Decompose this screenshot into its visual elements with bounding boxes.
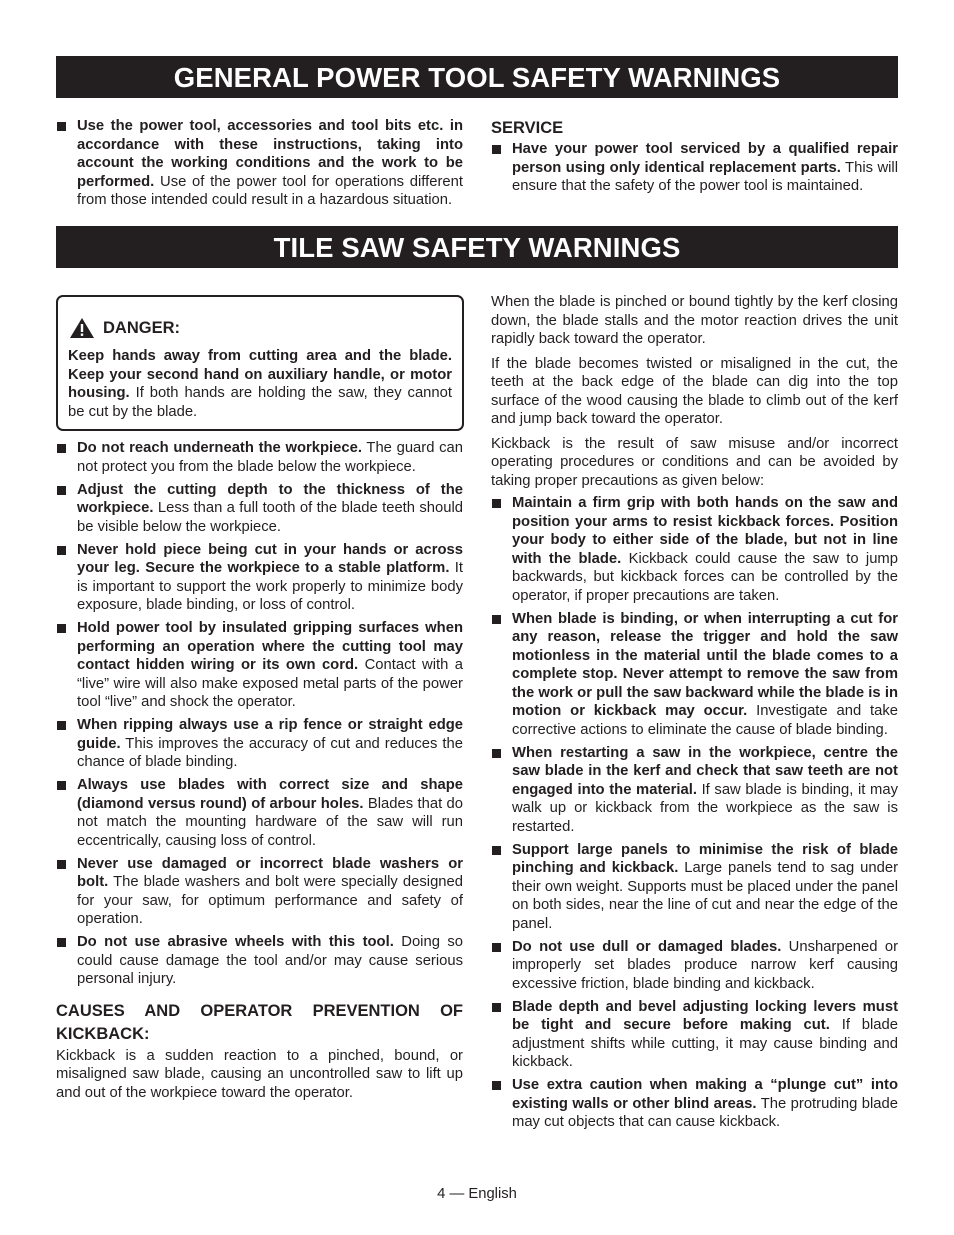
warning-bold: Never hold piece being cut in your hands or across your leg. Secure the workpiece to a stable platform. bbox=[77, 541, 463, 576]
list-item bbox=[491, 610, 898, 740]
right-warning-list bbox=[491, 494, 898, 1132]
general-right-column bbox=[491, 117, 898, 196]
warning-text: Kickback could cause the saw to jump backwards, but kickback forces can be controlled by the operator, if proper precautions are taken. bbox=[512, 550, 898, 604]
kickback-heading: CAUSES AND OPERATOR PREVENTION OF KICKBACK: bbox=[56, 1001, 463, 1043]
section-banner-general: GENERAL POWER TOOL SAFETY WARNINGS bbox=[56, 56, 898, 98]
danger-text bbox=[68, 347, 452, 421]
warning-text: The protruding blade may cut objects that can cause kickback. bbox=[512, 1095, 898, 1130]
warning-bold: Adjust the cutting depth to the thickness of the workpiece. bbox=[77, 481, 463, 516]
list-item bbox=[56, 619, 463, 712]
warning-text: Contact with a “live” wire will also make exposed metal parts of the power tool “live” and shock the operator. bbox=[77, 657, 463, 710]
warning-text: Large panels tend to sag under their own weight. Supports must be placed under the panel on both sides, near the line of cut and near the edge of the panel. bbox=[512, 860, 898, 932]
warning-text: Use of the power tool for operations different from those intended could result in a hazardous situation. bbox=[77, 173, 463, 208]
warning-text: If saw blade is binding, it may walk up or kickback from the workpiece as the saw is restarted. bbox=[512, 781, 899, 835]
list-item bbox=[491, 998, 898, 1072]
warning-bold: Support large panels to minimise the risk of blade pinching and kickback. bbox=[512, 841, 898, 876]
left-column bbox=[56, 439, 463, 1102]
danger-normal: If both hands are holding the saw, they cannot be cut by the blade. bbox=[68, 385, 452, 420]
list-item bbox=[491, 938, 898, 994]
warning-bold: Never use damaged or incorrect blade washers or bolt. bbox=[77, 855, 463, 890]
section-banner-tile-saw: TILE SAW SAFETY WARNINGS bbox=[56, 226, 898, 268]
danger-label: DANGER: bbox=[103, 318, 180, 337]
warning-text: The guard can not protect you from the blade below the workpiece. bbox=[77, 440, 464, 475]
kickback-paragraph: If the blade becomes twisted or misaligned in the cut, the teeth at the back edge of the blade can dig into the top surface of the wood causing the blade to climb out of the kerf and jump back toward the operator. bbox=[491, 355, 898, 427]
list-item bbox=[491, 841, 898, 934]
warning-text: Doing so could cause damage the tool and/or may cause serious personal injury. bbox=[77, 934, 463, 987]
list-item bbox=[56, 117, 463, 210]
warning-text: The blade washers and bolt were specially designed for your saw, for optimum performance and safety of operation. bbox=[77, 874, 463, 927]
warning-text: This will ensure that the safety of the power tool is maintained. bbox=[512, 159, 898, 194]
left-warning-list bbox=[56, 439, 463, 989]
warning-bold: Hold power tool by insulated gripping surfaces when performing an operation where the cutting tool may contact hidden wiring or its own cord. bbox=[77, 620, 463, 673]
page-footer: 4 — English bbox=[437, 1186, 517, 1202]
list-item bbox=[491, 744, 898, 837]
warning-bold: Do not use dull or damaged blades. bbox=[512, 938, 782, 955]
warning-bold: Do not reach underneath the workpiece. bbox=[77, 440, 362, 456]
warning-text: Less than a full tooth of the blade teeth should be visible below the workpiece. bbox=[77, 500, 463, 535]
list-item bbox=[56, 933, 463, 989]
list-item bbox=[56, 716, 463, 772]
warning-text: This improves the accuracy of cut and reduces the chance of blade binding. bbox=[77, 735, 463, 770]
kickback-paragraph: When the blade is pinched or bound tightly by the kerf closing down, the blade stalls and the motor reaction drives the unit rapidly back toward the operator. bbox=[491, 294, 898, 347]
warning-bold: Blade depth and bevel adjusting locking levers must be tight and secure before making cut. bbox=[512, 998, 898, 1033]
list-item bbox=[56, 776, 463, 850]
warning-text: Blades that do not match the mounting hardware of the saw will run eccentrically, causing loss of control. bbox=[77, 795, 463, 849]
warning-bold: Use the power tool, accessories and tool bits etc. in accordance with these instructions, taking into account the working conditions and the work to be performed. bbox=[77, 118, 463, 190]
list-item bbox=[491, 140, 898, 196]
general-left-column bbox=[56, 117, 463, 210]
list-item bbox=[56, 481, 463, 537]
list-item bbox=[491, 1076, 898, 1132]
list-item bbox=[56, 541, 463, 615]
right-column bbox=[491, 293, 898, 1132]
warning-text: Investigate and take corrective actions to eliminate the cause of blade binding. bbox=[512, 703, 898, 738]
warning-text: Unsharpened or improperly set blades produce narrow kerf causing excessive friction, blade binding and kickback. bbox=[512, 938, 898, 992]
danger-heading bbox=[69, 317, 180, 339]
danger-box bbox=[56, 295, 464, 431]
warning-text: If blade adjustment shifts while cutting, it may cause binding and kickback. bbox=[512, 1017, 898, 1070]
list-item bbox=[56, 855, 463, 929]
warning-bold: Do not use abrasive wheels with this tool. bbox=[77, 934, 394, 950]
warning-triangle-icon bbox=[69, 317, 95, 339]
kickback-intro: Kickback is a sudden reaction to a pinched, bound, or misaligned saw blade, causing an uncontrolled saw to lift up and out of the workpiece toward the operator. bbox=[56, 1047, 463, 1101]
list-item bbox=[56, 439, 463, 476]
warning-bold: Maintain a firm grip with both hands on the saw and position your arms to resist kickback forces. Position your body to either side of the blade, but not in line with the blade. bbox=[512, 495, 898, 567]
service-heading: SERVICE bbox=[491, 119, 564, 137]
kickback-paragraph: Kickback is the result of saw misuse and/or incorrect operating procedures or conditions and can be avoided by taking proper precautions as given below: bbox=[491, 435, 898, 489]
danger-bold: Keep hands away from cutting area and the blade. Keep your second hand on auxiliary handle, or motor housing. bbox=[68, 348, 452, 401]
warning-bold: Have your power tool serviced by a qualified repair person using only identical replacement parts. bbox=[512, 141, 898, 176]
warning-bold: Always use blades with correct size and shape (diamond versus round) of arbour holes. bbox=[77, 777, 463, 812]
warning-text: It is important to support the work properly to minimize body exposure, blade binding, or loss of control. bbox=[77, 560, 463, 613]
warning-bold: When ripping always use a rip fence or straight edge guide. bbox=[77, 717, 463, 752]
warning-bold: When blade is binding, or when interrupting a cut for any reason, release the trigger and hold the saw motionless in the material until the blade comes to a complete stop. Never attempt to remove the saw from the work or pull the saw backward while the blade is in motion or kickback may occur. bbox=[512, 610, 898, 719]
warning-bold: When restarting a saw in the workpiece, centre the saw blade in the kerf and check that saw teeth are not engaged into the material. bbox=[512, 744, 898, 798]
warning-bold: Use extra caution when making a “plunge cut” into existing walls or other blind areas. bbox=[512, 1077, 898, 1112]
list-item bbox=[491, 494, 898, 605]
